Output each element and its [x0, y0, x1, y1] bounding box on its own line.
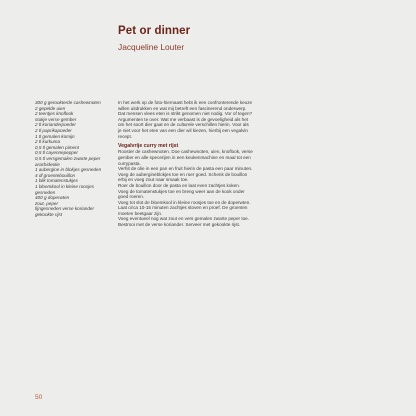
- ingredient-item: fijngesneden verse koriander: [35, 206, 94, 212]
- ingredient-item: 2 tl kurkuma: [35, 139, 61, 145]
- instruction-line: currypasta.: [118, 160, 141, 166]
- instruction-line: Voeg de aubergineblokjes toe en roer goed. Schenk de bouillon: [118, 171, 248, 177]
- recipe-subheading: Vegalvrije curry met rijst: [118, 143, 179, 150]
- ingredient-item: 1 tl gemalen komijn: [35, 133, 75, 139]
- ingredient-item: 2 tl paprikapoeder: [35, 127, 72, 133]
- recipe-title: Pet or dinner: [118, 25, 191, 37]
- instruction-line: Rooster de cashewnoten. Doe cashewnoten, uien, knoflook, verse: [118, 149, 253, 155]
- ingredient-item: 1 aubergine in blokjes gesneden: [35, 167, 102, 173]
- intro-line: recept.: [118, 133, 133, 139]
- ingredient-item: 400 g doperwten: [35, 195, 70, 201]
- instruction-line: moeten beetgaar zijn.: [118, 210, 163, 216]
- ingredient-item: 0,5 tl cayennepepper: [35, 150, 78, 156]
- ingredient-item: 0,5 tl versgemalen zwarte peper: [35, 155, 101, 161]
- ingredient-list: [35, 100, 120, 217]
- instruction-line: Voeg tot slot de bloemkool in kleine roosjes toe en de doperwten.: [118, 199, 251, 205]
- recipe-author: Jacqueline Louter: [118, 42, 185, 52]
- ingredient-item: arachideolie: [35, 161, 60, 167]
- instruction-line: Bestrooi met de verse koriander. Serveer met gekookte rijst.: [118, 222, 241, 228]
- intro-paragraph: [118, 100, 308, 139]
- intro-line: je niet voor het eten van een dier wil kiezen, hierbij een vegalvin: [118, 127, 248, 133]
- ingredient-item: 0,5 tl gemalen piment: [35, 144, 79, 150]
- instruction-line: Laat circa 10-15 minuten zachtjes stoven en proef. De groenten: [118, 205, 248, 211]
- ingredient-item: 300 g gerookterde cashewnoten: [35, 100, 101, 105]
- intro-line: Argumenten te over. Wat me verbaast is de gevoeligheid als het: [118, 116, 249, 122]
- ingredient-item: 2 gepelde uien: [35, 105, 66, 111]
- ingredient-item: 2 tl korianderpoeder: [35, 122, 76, 128]
- ingredient-item: 2 teentjes knoflook: [35, 111, 74, 117]
- ingredient-item: zout, peper: [35, 200, 58, 206]
- intro-line: In het werk op de foto-hiernaast hebt ik een confronterende keuze: [118, 100, 253, 105]
- instruction-line: erbij en voeg zout naar smaak toe.: [118, 177, 189, 183]
- instruction-line: Roer de bouillon door de pasta en laat even zachtjes koken.: [118, 182, 241, 188]
- instruction-line: Voeg de tomatenstukjes toe en breng weer aan de kook onder: [118, 188, 245, 194]
- instruction-line: Voeg eventueel nog wat zout en vers gemalen zwarte peper toe.: [118, 216, 250, 222]
- ingredient-item: 4 dl groentebouillon: [35, 172, 76, 178]
- instruction-line: gember en alle specerijen in een keukenmachine en maal tot een: [118, 154, 251, 160]
- page-number: 50: [35, 394, 43, 401]
- intro-line: willen uitdrukken en wat mij betreft een fascinerend onderwerp.: [118, 105, 247, 111]
- instruction-line: Verhit de olie in een pan en fruit hierin de pasta een paar minuten.: [118, 166, 253, 172]
- recipe-body: [118, 100, 308, 228]
- instructions-paragraph: [118, 149, 308, 227]
- ingredient-item: gekookte rijst: [35, 211, 63, 217]
- intro-line: om het soort dier gaat en de culturele verschillen hierin. Voor als: [118, 122, 249, 128]
- ingredient-item: 1 blik tomatenstukjes: [35, 178, 78, 184]
- ingredient-item: stukje verse gember: [35, 116, 77, 122]
- ingredient-item: 1 bloemkool in kleine roosjes: [35, 183, 94, 189]
- intro-line: Dat mensen vlees eten is strikt genomen niet nodig. Vor of tegen?: [118, 111, 253, 117]
- instruction-line: goed roeren.: [118, 194, 145, 200]
- ingredient-item: gesneden: [35, 189, 56, 195]
